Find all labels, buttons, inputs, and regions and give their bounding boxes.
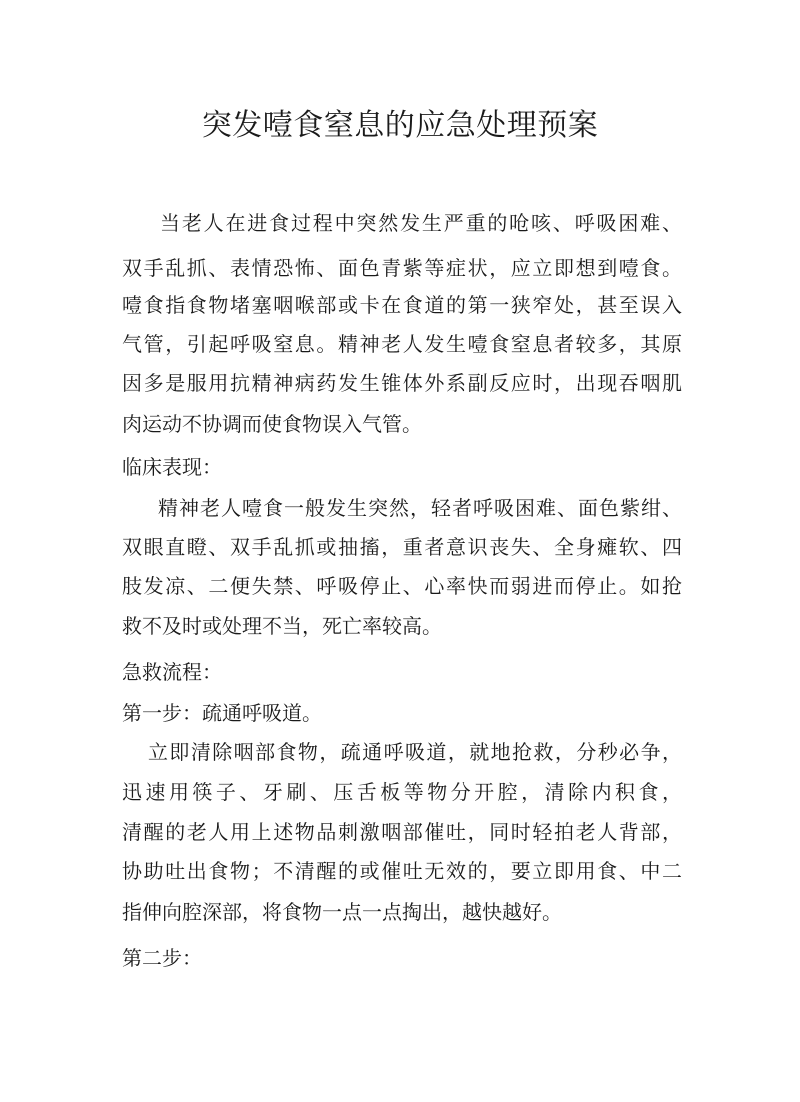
- step1-line: 迅速用筷子、牙刷、压舌板等物分开腔，清除内积食，: [122, 780, 682, 804]
- step2-heading: 第二步：: [122, 946, 202, 970]
- clinical-line: 精神老人噎食一般发生突然，轻者呼吸困难、面色紫绀、: [158, 496, 682, 520]
- step1-line: 立即清除咽部食物，疏通呼吸道，就地抢救，分秒必争，: [148, 740, 682, 764]
- clinical-line: 肢发凉、二便失禁、呼吸停止、心率快而弱进而停止。如抢: [122, 574, 682, 598]
- step1-heading: 第一步：疏通呼吸道。: [122, 701, 322, 725]
- clinical-line: 双眼直瞪、双手乱抓或抽搐，重者意识丧失、全身瘫软、四: [122, 535, 682, 559]
- page-title: 突发噎食窒息的应急处理预案: [201, 108, 599, 143]
- procedure-heading: 急救流程：: [122, 660, 222, 684]
- intro-line: 当老人在进食过程中突然发生严重的呛咳、呼吸困难、: [160, 211, 682, 235]
- intro-line: 因多是服用抗精神病药发生锥体外系副反应时，出现吞咽肌: [122, 371, 682, 395]
- intro-line: 噎食指食物堵塞咽喉部或卡在食道的第一狭窄处，甚至误入: [122, 293, 682, 317]
- step1-line: 协助吐出食物；不清醒的或催吐无效的，要立即用食、中二: [122, 859, 682, 883]
- clinical-line: 救不及时或处理不当，死亡率较高。: [122, 614, 442, 638]
- intro-line: 气管，引起呼吸窒息。精神老人发生噎食窒息者较多，其原: [122, 332, 682, 356]
- clinical-heading: 临床表现：: [122, 455, 222, 479]
- step1-line: 指伸向腔深部，将食物一点一点掏出，越快越好。: [122, 900, 562, 924]
- step1-line: 清醒的老人用上述物品刺激咽部催吐，同时轻拍老人背部，: [122, 820, 682, 844]
- intro-line: 双手乱抓、表情恐怖、面色青紫等症状，应立即想到噎食。: [122, 256, 682, 280]
- intro-line: 肉运动不协调而使食物误入气管。: [122, 412, 422, 436]
